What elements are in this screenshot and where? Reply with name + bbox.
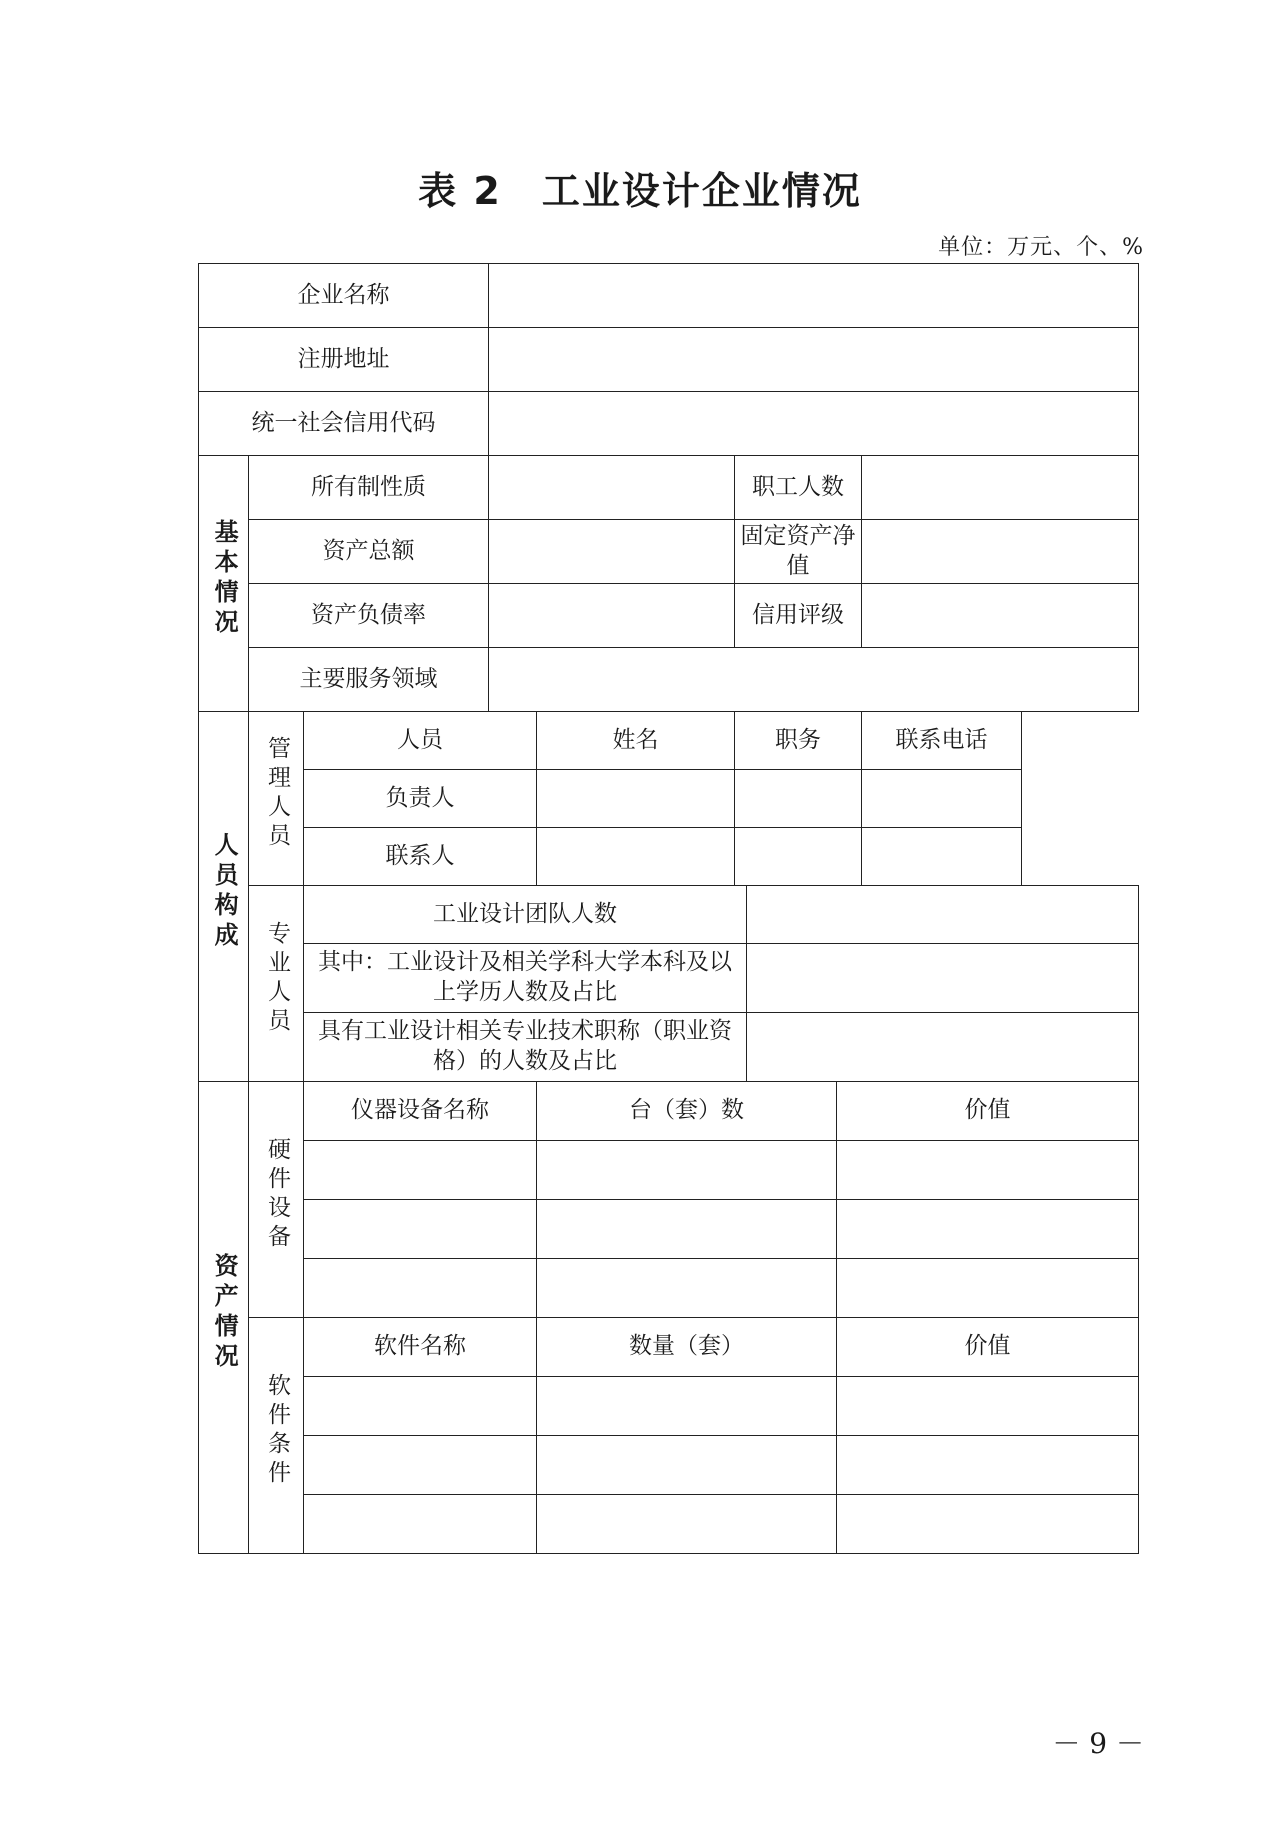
sw-row2-value[interactable] [837, 1436, 1139, 1495]
sw-row3-value[interactable] [837, 1495, 1139, 1554]
value-address[interactable] [489, 328, 1139, 392]
page-number: － 9 － [1052, 1727, 1144, 1760]
sub-management-label: 管理人员 [263, 736, 290, 853]
head-phone[interactable] [862, 770, 1022, 828]
sw-row2-qty[interactable] [537, 1436, 837, 1495]
sw-col-value: 价值 [837, 1318, 1139, 1377]
hw-col-value: 价值 [837, 1082, 1139, 1141]
label-net-fixed-assets: 固定资产净值 [735, 520, 862, 584]
hw-row2-value[interactable] [837, 1200, 1139, 1259]
sw-row3-name[interactable] [304, 1495, 537, 1554]
sw-row3-qty[interactable] [537, 1495, 837, 1554]
sw-col-qty: 数量（套） [537, 1318, 837, 1377]
section-personnel-label: 人员构成 [210, 832, 239, 953]
head-name[interactable] [537, 770, 735, 828]
hw-row1-name[interactable] [304, 1141, 537, 1200]
sub-management [249, 712, 304, 886]
value-ownership[interactable] [489, 456, 735, 520]
value-title-count[interactable] [747, 1013, 1139, 1082]
row-contact: 联系人 [304, 828, 537, 886]
sub-professional [249, 886, 304, 1082]
row-head: 负责人 [304, 770, 537, 828]
value-net-fixed-assets[interactable] [862, 520, 1139, 584]
contact-phone[interactable] [862, 828, 1022, 886]
sw-row2-name[interactable] [304, 1436, 537, 1495]
value-credit-code[interactable] [489, 392, 1139, 456]
label-address: 注册地址 [199, 328, 489, 392]
sub-hardware-label: 硬件设备 [263, 1137, 290, 1254]
section-basic-label: 基本情况 [210, 519, 239, 640]
col-person: 人员 [304, 712, 537, 770]
sw-row1-name[interactable] [304, 1377, 537, 1436]
sub-hardware [249, 1082, 304, 1318]
value-service-fields[interactable] [489, 648, 1139, 712]
hw-col-name: 仪器设备名称 [304, 1082, 537, 1141]
label-title-count: 具有工业设计相关专业技术职称（职业资格）的人数及占比 [304, 1013, 747, 1082]
hw-row1-qty[interactable] [537, 1141, 837, 1200]
value-total-assets[interactable] [489, 520, 735, 584]
hw-row3-qty[interactable] [537, 1259, 837, 1318]
section-assets-label: 资产情况 [210, 1253, 239, 1374]
section-personnel [199, 712, 249, 1082]
section-basic [199, 456, 249, 712]
value-degree-count[interactable] [747, 944, 1139, 1013]
value-employees[interactable] [862, 456, 1139, 520]
page-title: 表 2 工业设计企业情况 [418, 169, 862, 213]
hw-row1-value[interactable] [837, 1141, 1139, 1200]
head-position[interactable] [735, 770, 862, 828]
col-name: 姓名 [537, 712, 735, 770]
sub-software-label: 软件条件 [263, 1373, 290, 1490]
label-employees: 职工人数 [735, 456, 862, 520]
label-company-name: 企业名称 [199, 264, 489, 328]
value-company-name[interactable] [489, 264, 1139, 328]
label-debt-ratio: 资产负债率 [249, 584, 489, 648]
label-team-count: 工业设计团队人数 [304, 886, 747, 944]
hw-row3-name[interactable] [304, 1259, 537, 1318]
value-credit-rating[interactable] [862, 584, 1139, 648]
col-position: 职务 [735, 712, 862, 770]
label-degree-count: 其中：工业设计及相关学科大学本科及以上学历人数及占比 [304, 944, 747, 1013]
label-service-fields: 主要服务领域 [249, 648, 489, 712]
value-team-count[interactable] [747, 886, 1139, 944]
sw-row1-value[interactable] [837, 1377, 1139, 1436]
sub-professional-label: 专业人员 [263, 921, 290, 1038]
label-credit-code: 统一社会信用代码 [199, 392, 489, 456]
contact-position[interactable] [735, 828, 862, 886]
label-total-assets: 资产总额 [249, 520, 489, 584]
hw-col-qty: 台（套）数 [537, 1082, 837, 1141]
hw-row2-name[interactable] [304, 1200, 537, 1259]
label-credit-rating: 信用评级 [735, 584, 862, 648]
sw-row1-qty[interactable] [537, 1377, 837, 1436]
unit-note: 单位：万元、个、% [938, 235, 1144, 260]
contact-name[interactable] [537, 828, 735, 886]
sw-col-name: 软件名称 [304, 1318, 537, 1377]
hw-row3-value[interactable] [837, 1259, 1139, 1318]
col-phone: 联系电话 [862, 712, 1022, 770]
sub-software [249, 1318, 304, 1554]
label-ownership: 所有制性质 [249, 456, 489, 520]
hw-row2-qty[interactable] [537, 1200, 837, 1259]
section-assets [199, 1082, 249, 1554]
enterprise-info-table [198, 263, 1139, 1554]
value-debt-ratio[interactable] [489, 584, 735, 648]
